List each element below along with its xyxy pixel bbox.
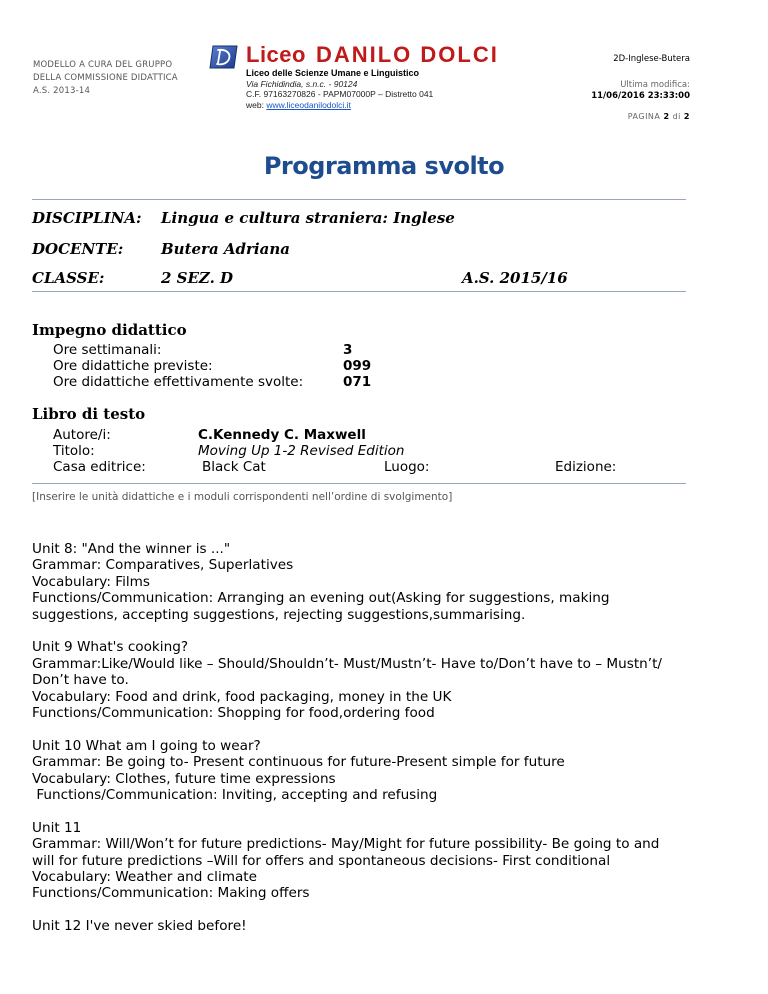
page-of: di bbox=[672, 112, 681, 121]
unit-line: Functions/Communication: Shopping for food,ordering food bbox=[32, 705, 435, 722]
ore-settimanali-label: Ore settimanali: bbox=[53, 342, 162, 358]
casa-editrice-value: Black Cat bbox=[202, 459, 266, 475]
unit-line: Functions/Communication: Inviting, accepting and refusing bbox=[32, 787, 438, 804]
instruction-note: [Inserire le unità didattiche e i moduli corrispondenti nell’ordine di svolgimento] bbox=[32, 491, 453, 503]
unit-line: Functions/Communication: Arranging an evening out(Asking for suggestions, making bbox=[32, 590, 610, 607]
unit-line: Unit 9 What's cooking? bbox=[32, 639, 189, 656]
titolo-value: Moving Up 1-2 Revised Edition bbox=[198, 443, 405, 459]
brand-prefix: Liceo bbox=[246, 42, 306, 67]
page-total: 2 bbox=[683, 112, 690, 121]
last-modified-value: 11/06/2016 23:33:00 bbox=[591, 91, 690, 101]
unit-line: Functions/Communication: Making offers bbox=[32, 885, 310, 902]
unit-line: Vocabulary: Food and drink, food packaging, money in the UK bbox=[32, 688, 452, 705]
last-modified-label: Ultima modifica: bbox=[620, 80, 690, 90]
casa-editrice-label: Casa editrice: bbox=[53, 459, 146, 475]
page-title: Programma svolto bbox=[263, 152, 505, 180]
divider-top bbox=[32, 199, 686, 200]
web-link[interactable]: www.liceodanilodolci.it bbox=[266, 99, 351, 110]
units-content bbox=[32, 541, 712, 951]
unit-line: Vocabulary: Weather and climate bbox=[32, 869, 258, 886]
school-type: Liceo delle Scienze Umane e Linguistico bbox=[246, 68, 420, 78]
unit-line: Unit 10 What am I going to wear? bbox=[32, 737, 261, 754]
libro-title: Libro di testo bbox=[32, 405, 146, 423]
document-code: 2D-Inglese-Butera bbox=[613, 54, 690, 64]
luogo-label: Luogo: bbox=[384, 459, 430, 475]
edizione-label: Edizione: bbox=[555, 459, 617, 475]
ore-svolte-value: 071 bbox=[343, 374, 372, 390]
disciplina-value: Lingua e cultura straniera: Inglese bbox=[161, 209, 455, 227]
unit-line: Unit 11 bbox=[32, 819, 82, 836]
unit-line: Vocabulary: Films bbox=[32, 573, 150, 590]
brand-school-name: DANILO DOLCI bbox=[315, 42, 499, 67]
unit-line: Don’t have to. bbox=[32, 672, 129, 689]
classe-value: 2 SEZ. D bbox=[161, 269, 234, 287]
titolo-label: Titolo: bbox=[53, 443, 95, 459]
header-left-line: A.S. 2013-14 bbox=[33, 86, 91, 96]
unit-block bbox=[32, 541, 712, 623]
ore-previste-value: 099 bbox=[343, 358, 372, 374]
web-label: web: bbox=[246, 99, 267, 110]
page-current: 2 bbox=[663, 112, 670, 121]
page-number bbox=[628, 112, 690, 121]
anno-scolastico: A.S. 2015/16 bbox=[462, 269, 568, 287]
unit-line: suggestions, accepting suggestions, rejecting suggestions,summarising. bbox=[32, 606, 526, 623]
school-web bbox=[246, 100, 433, 111]
header-left-line: MODELLO A CURA DEL GRUPPO bbox=[33, 60, 173, 70]
docente-value: Butera Adriana bbox=[161, 240, 290, 258]
docente-label: DOCENTE: bbox=[32, 240, 124, 258]
unit-block bbox=[32, 820, 712, 902]
brand-name bbox=[246, 43, 499, 67]
school-codes: C.F. 97163270826 - PAPM07000P – Distretto 041 bbox=[246, 89, 434, 99]
ore-previste-label: Ore didattiche previste: bbox=[53, 358, 213, 374]
header-left-note bbox=[33, 59, 208, 98]
unit-line: Grammar: Comparatives, Superlatives bbox=[32, 557, 294, 574]
school-address: Via Fichidindia, s.n.c. - 90124 bbox=[246, 78, 358, 89]
unit-block bbox=[32, 639, 712, 721]
disciplina-label: DISCIPLINA: bbox=[32, 209, 142, 227]
header-left-line: DELLA COMMISSIONE DIDATTICA bbox=[33, 73, 178, 83]
impegno-title: Impegno didattico bbox=[32, 321, 187, 339]
page-label: PAGINA bbox=[627, 112, 661, 121]
autore-value: C.Kennedy C. Maxwell bbox=[198, 427, 366, 443]
autore-label: Autore/i: bbox=[53, 427, 111, 443]
unit-line: Grammar: Will/Won’t for future predictions- May/Might for future possibility- Be going to and bbox=[32, 836, 660, 853]
unit-line: Unit 12 I've never skied before! bbox=[32, 918, 247, 935]
unit-block bbox=[32, 738, 712, 804]
divider-info bbox=[32, 291, 686, 292]
ore-svolte-label: Ore didattiche effettivamente svolte: bbox=[53, 374, 304, 390]
school-info bbox=[246, 68, 433, 110]
unit-line: Vocabulary: Clothes, future time expressions bbox=[32, 770, 336, 787]
divider-libro bbox=[32, 483, 686, 484]
unit-block bbox=[32, 918, 712, 934]
school-logo-icon bbox=[209, 44, 239, 70]
unit-line: Unit 8: "And the winner is ..." bbox=[32, 541, 231, 557]
classe-label: CLASSE: bbox=[32, 269, 105, 287]
unit-line: Grammar: Be going to- Present continuous for future-Present simple for future bbox=[32, 754, 565, 771]
unit-line: will for future predictions –Will for offers and spontaneous decisions- First conditional bbox=[32, 852, 611, 869]
header-right-meta bbox=[591, 54, 690, 102]
ore-settimanali-value: 3 bbox=[343, 342, 353, 358]
unit-line: Grammar:Like/Would like – Should/Shouldn’t- Must/Mustn’t- Have to/Don’t have to – Mustn’t/ bbox=[32, 655, 662, 672]
